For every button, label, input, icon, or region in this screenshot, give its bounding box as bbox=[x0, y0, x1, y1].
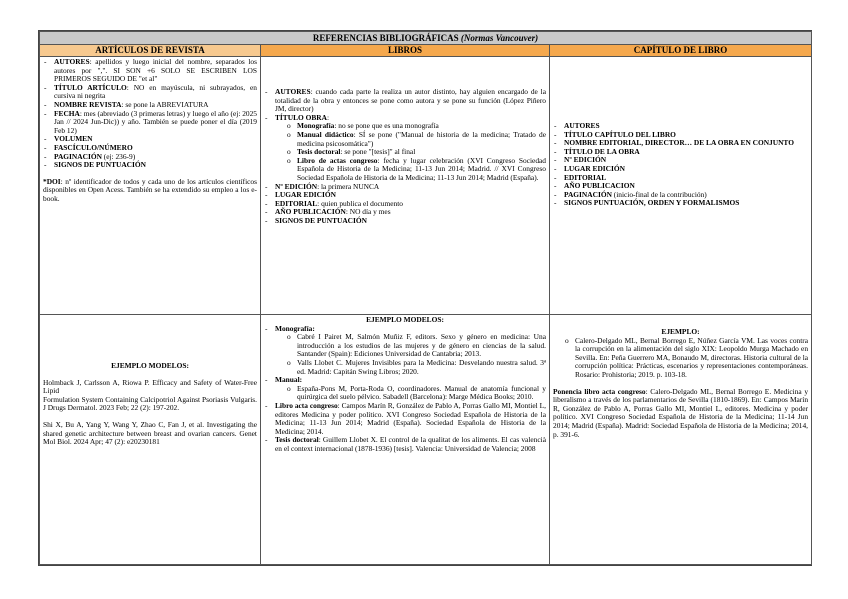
rule-manual: o Manual didáctico: SÍ se pone ("Manual de historia de la medicina; Tratado de medicina psicosomática") bbox=[275, 131, 546, 148]
example-item: o Calero-Delgado ML, Bernal Borrego E, Núñez García VM. Las voces contra la corrupción en la alimentación del siglo XIX: Leopoldo Murga Machado en Sevilla. En: Peña Guerrero MA, Bonaudo M, directoras. Historia cultural de la corrupción política: Prácticas, escenarios y representaciones contemporáneas. Rosario: Prohistoria; 2019. p. 103-18. bbox=[553, 337, 808, 380]
capitulo-examples bbox=[550, 315, 812, 565]
example-1b: Formulation System Containing Calcipotriol Against Psoriasis Vulgaris. J Drugs Dermatol. 2023 Feb; 22 (2): 197-202. bbox=[43, 394, 257, 413]
rule-fasciculo: - FASCÍCULO/NÚMERO bbox=[43, 144, 257, 153]
example-monografia: - Monografía: o Cabré I Pairet M, Salmón Muñiz F, editors. Sexo y género en medicina: Una introducción a los estudios de las mujeres y de género en ciencias de la salud. Santander (Spain): Ediciones Universidad de Cantabria; 2013. o Valls Llobet C. Mujeres Invisibles para la Medicina: Desvelando nuestra salud. 3ª ed. Madrid: Capitán Swing Libros; 2020. bbox=[264, 325, 546, 377]
libros-examples bbox=[261, 315, 550, 565]
rule-item: - TÍTULO CAPÍTULO DEL LIBRO bbox=[553, 131, 808, 140]
articulos-examples bbox=[40, 315, 261, 565]
rule-titulo-obra: - TÍTULO OBRA: o Monografía: no se pone que es una monografía o Manual didáctico: SÍ se pone ("Manual de historia de la medicina; Tratado de medicina psicosomática") o Tesis doctoral: se pone "[tesis]" al final o Libro de actas congreso: fecha y lugar celebración (XVI Congreso Sociedad Española de Historia de la Medicina; 11-13 Jun 2014; Madrid. // XVI Congreso Sociedad Española de Historia de la Medicina; 11-13 Jun 2014; Madrid (España). bbox=[264, 114, 546, 183]
table-title bbox=[40, 32, 812, 45]
example-2: Shi X, Bu A, Yang Y, Wang Y, Zhao C, Fan J, et al. Investigating the shared genetic architecture between breast and ovarian cancers. Genet Mol Biol. 2024 Apr; 47 (2): e20230181 bbox=[43, 419, 257, 447]
references-table bbox=[38, 30, 812, 566]
rule-revista: - NOMBRE REVISTA: se pone la ABREVIATURA bbox=[43, 101, 257, 110]
example-item: o Cabré I Pairet M, Salmón Muñiz F, editors. Sexo y género en medicina: Una introducción a los estudios de las mujeres y de género en ciencias de la salud. Santander (Spain): Ediciones Universidad de Cantabria; 2013. bbox=[275, 333, 546, 359]
rule-volumen: - VOLUMEN bbox=[43, 135, 257, 144]
header-libros: LIBROS bbox=[261, 45, 550, 57]
rule-autores: - AUTORES: apellidos y luego inicial del nombre, separados los autores por ",". SI SON +6 SOLO SE ESCRIBEN LOS PRIMEROS SEGUIDO DE "et al" bbox=[43, 58, 257, 84]
example-actas: - Libro acta congreso: Campos Marín R, González de Pablo A, Porras Gallo MI, Montiel L, editores Medicina y poder político. XVI Congreso Sociedad Española de Historia de la Medicina; 11-13 Jun 2014; Madrid (España). Sociedad Española de Historia de la Medicina; 2014. bbox=[264, 402, 546, 436]
example-tesis: - Tesis doctoral: Guillem Llobet X. El control de la qualitat de los aliments. El cas valencià en el context internacional (1878-1936) [tesis]. Valencia: Universidad de Valencia; 2008 bbox=[264, 436, 546, 453]
rule-item: - AÑO PUBLICACION bbox=[553, 182, 808, 191]
doi-note: *DOI: nº identificador de todos y cada uno de los artículos científicos disponibles en Open Acess. También se ha extendido su empleo a los e-book. bbox=[43, 176, 257, 203]
rule-signos: - SIGNOS PUNTUACIÓN, ORDEN Y FORMALISMOS bbox=[553, 199, 808, 208]
rule-paginacion: - PAGINACIÓN (inicio-final de la contribución) bbox=[553, 191, 808, 200]
rule-item: - EDITORIAL bbox=[553, 174, 808, 183]
rule-item: - AUTORES bbox=[553, 122, 808, 131]
rule-editorial: - EDITORIAL: quien publica el documento bbox=[264, 200, 546, 209]
example-item: o España-Pons M, Porta-Roda O, coordinadores. Manual de anatomía funcional y quirúrgica del suelo pélvico. Sabadell (Barcelona): Marge Médica Books; 2010. bbox=[275, 385, 546, 402]
example-ponencia: Ponencia libro acta congreso: Calero-Delgado ML, Bernal Borrego E. Medicina y liberalismo a través de los parlamentarios de Sevilla (1810-1869). En: Campos Marín R, González de Pablo A, Porras Gallo MI, Montiel L, editores. Medicina y poder político. XVI Congreso Sociedad Española de Historia de la Medicina; 11-14 Jun 2014; Madrid (España). Madrid: Sociedad Española de Historia de la Medicina; 2014, p. 391-6. bbox=[553, 386, 809, 439]
rule-lugar: - LUGAR EDICIÓN bbox=[264, 191, 546, 200]
rule-autores: - AUTORES: cuando cada parte la realiza un autor distinto, hay alguien encargado de la totalidad de la obra y entonces se pone como autora y se pone su función (López Piñero JM, director) bbox=[264, 88, 546, 114]
rule-paginacion: - PAGINACIÓN (ej: 236-9) bbox=[43, 153, 257, 162]
rule-tesis: o Tesis doctoral: se pone "[tesis]" al final bbox=[275, 148, 546, 157]
rule-item: - LUGAR EDICIÓN bbox=[553, 165, 808, 174]
rule-item: - NOMBRE EDITORIAL, DIRECTOR… DE LA OBRA EN CONJUNTO bbox=[553, 139, 808, 148]
rule-item: - Nº EDICIÓN bbox=[553, 156, 808, 165]
title-suffix: (Normas Vancouver) bbox=[460, 33, 539, 43]
example-item: o Valls Llobet C. Mujeres Invisibles para la Medicina: Desvelando nuestra salud. 3ª ed. Madrid: Capitán Swing Libros; 2020. bbox=[275, 359, 546, 376]
rule-titulo: - TÍTULO ARTÍCULO: NO en mayúscula, ni subrayados, en cursiva ni negrita bbox=[43, 84, 257, 101]
rule-monografia: o Monografía: no se pone que es una monografía bbox=[275, 122, 546, 131]
header-articulos: ARTÍCULOS DE REVISTA bbox=[40, 45, 261, 57]
rule-signos: - SIGNOS DE PUNTUACIÓN bbox=[264, 217, 546, 226]
examples-heading: EJEMPLO MODELOS: bbox=[366, 315, 444, 324]
example-manual: - Manual: o España-Pons M, Porta-Roda O, coordinadores. Manual de anatomía funcional y quirúrgica del suelo pélvico. Sabadell (Barcelona): Marge Médica Books; 2010. bbox=[264, 376, 546, 402]
articulos-rules bbox=[40, 57, 261, 315]
libros-rules bbox=[261, 57, 550, 315]
title-text: REFERENCIAS BIBLIOGRÁFICAS bbox=[312, 33, 459, 43]
rule-actas: o Libro de actas congreso: fecha y lugar celebración (XVI Congreso Sociedad Española de Historia de la Medicina; 11-13 Jun 2014; Madrid. // XVI Congreso Sociedad Española de Historia de la Medicina; 11-13 Jun 2014; Madrid (España). bbox=[275, 157, 546, 183]
rule-anio: - AÑO PUBLICACIÓN: NO día y mes bbox=[264, 208, 546, 217]
examples-heading: EJEMPLO MODELOS: bbox=[111, 361, 189, 370]
header-capitulo: CAPÍTULO DE LIBRO bbox=[550, 45, 812, 57]
rule-edicion: - Nº EDICIÓN: la primera NUNCA bbox=[264, 183, 546, 192]
example-1a: Holmback J, Carlsson A, Riowa P. Efficacy and Safety of Water-Free Lipid bbox=[43, 377, 257, 396]
capitulo-rules bbox=[550, 57, 812, 315]
rule-item: - TÍTULO DE LA OBRA bbox=[553, 148, 808, 157]
rule-fecha: - FECHA: mes (abreviado (3 primeras letras) y luego el año (ej: 2025 Jan // 2024 Jun-Dic)) y año. También se puede poner el día (2019 Feb 12) bbox=[43, 110, 257, 136]
examples-heading: EJEMPLO: bbox=[661, 327, 700, 336]
rule-signos: - SIGNOS DE PUNTUACIÓN bbox=[43, 161, 257, 170]
